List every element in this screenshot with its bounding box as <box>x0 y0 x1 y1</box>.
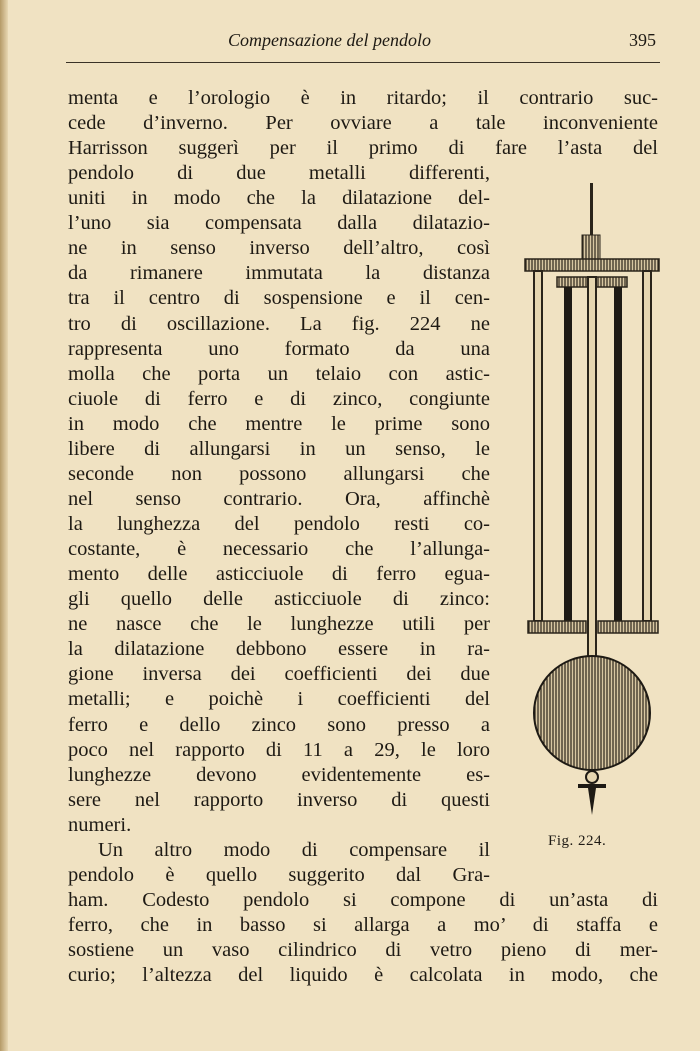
text-line: gione inversa dei coefficienti dei due <box>68 663 490 686</box>
header-title: Compensazione del pendolo <box>228 30 431 50</box>
text-line: da rimanere immutata la distanza <box>68 262 490 285</box>
running-header <box>60 30 660 54</box>
text-line: cede d’inverno. Per ovviare a tale inconveniente <box>68 112 658 135</box>
text-line: costante, è necessario che l’allunga- <box>68 538 490 561</box>
text-line: tra il centro di sospensione e il cen- <box>68 287 490 310</box>
text-line: Harrisson suggerì per il primo di fare l’asta del <box>68 137 658 160</box>
text-line: ne nasce che le lunghezze utili per <box>68 613 490 636</box>
figure-caption: Fig. 224. <box>548 833 607 849</box>
text-line: ferro e dello zinco sono presso a <box>68 713 490 736</box>
text-line: sere nel rapporto inverso di questi <box>68 788 490 811</box>
text-line: rappresenta uno formato da una <box>68 337 490 360</box>
text-line: lunghezze devono evidentemente es- <box>68 763 490 786</box>
text-line: molla che porta un telaio con astic- <box>68 362 490 385</box>
text-line: ne in senso inverso dell’altro, così <box>68 237 490 260</box>
text-line: numeri. <box>68 813 132 836</box>
text-line: metalli; e poichè i coefficienti del <box>68 688 490 711</box>
text-line: seconde non possono allungarsi che <box>68 462 490 485</box>
text-line: menta e l’orologio è in ritardo; il contrario suc- <box>68 87 658 109</box>
text-line: sostiene un vaso cilindrico di vetro pieno di mer- <box>68 939 658 962</box>
page-number: 395 <box>629 30 656 50</box>
text-line: gli quello delle asticciuole di zinco: <box>68 588 490 611</box>
text-line: la lunghezza del pendolo resti co- <box>68 513 490 536</box>
text-line: curio; l’altezza del liquido è calcolata in modo, che <box>68 964 658 987</box>
page-edge <box>0 0 8 1051</box>
text-line: nel senso contrario. Ora, affinchè <box>68 487 490 510</box>
text-line: l’uno sia compensata dalla dilatazio- <box>68 212 490 235</box>
text-line: ciuole di ferro e di zinco, congiunte <box>68 387 490 410</box>
text-line: Un altro modo di compensare il <box>98 838 490 861</box>
text-line: ferro, che in basso si allarga a mo’ di staffa e <box>68 913 658 936</box>
pendulum-figure <box>522 183 662 823</box>
text-line: libere di allungarsi in un senso, le <box>68 437 490 460</box>
text-line: in modo che mentre le prime sono <box>68 412 490 435</box>
text-line: pendolo di due metalli differenti, <box>68 162 490 185</box>
text-line: poco nel rapporto di 11 a 29, le loro <box>68 738 490 761</box>
text-line: mento delle asticciuole di ferro egua- <box>68 563 490 586</box>
text-line: pendolo è quello suggerito dal Gra- <box>68 863 490 886</box>
text-line: tro di oscillazione. La fig. 224 ne <box>68 312 490 335</box>
text-line: la dilatazione debbono essere in ra- <box>68 638 490 661</box>
text-line: ham. Codesto pendolo si compone di un’asta di <box>68 888 658 911</box>
header-rule <box>66 62 660 63</box>
text-line: uniti in modo che la dilatazione del- <box>68 187 490 210</box>
